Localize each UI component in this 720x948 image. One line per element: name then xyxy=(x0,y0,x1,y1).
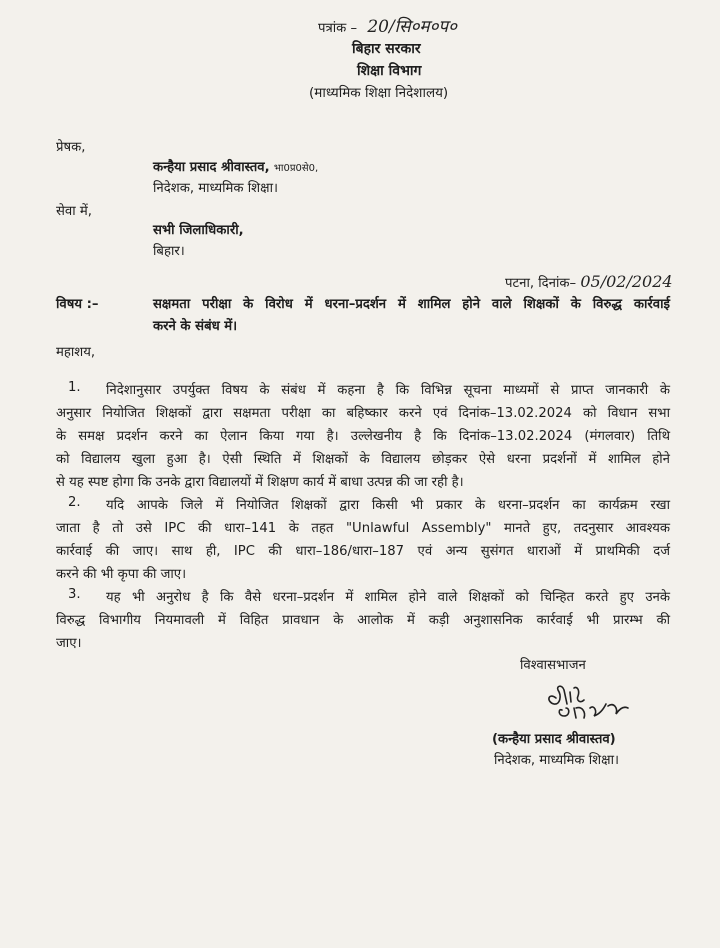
paragraph-2-line: करने की भी कृपा की जाए। xyxy=(56,567,187,582)
paragraph-3-line: जाए। xyxy=(56,636,82,651)
date-line xyxy=(505,272,673,291)
signatory-name: (कन्हैया प्रसाद श्रीवास्तव) xyxy=(492,732,616,747)
recipient-name: सभी जिलाधिकारी, xyxy=(153,223,244,238)
sender-name-line xyxy=(153,157,318,175)
government-name: बिहार सरकार xyxy=(352,41,421,57)
directorate-name: (माध्यमिक शिक्षा निदेशालय) xyxy=(309,85,449,101)
paragraph-3-line: यह भी अनुरोध है कि वैसे धरना–प्रदर्शन में शामिल होने वाले शिक्षकों को चिन्हित करते हुए उनके xyxy=(106,590,670,605)
subject-line-2: करने के संबंध में। xyxy=(153,319,238,334)
subject-line-1: सक्षमता परीक्षा के विरोध में धरना–प्रदर्शन में शामिल होने वाले शिक्षकों के विरुद्ध कार्रवाई xyxy=(153,297,670,312)
paragraph-1-number: 1. xyxy=(68,380,81,395)
department-name: शिक्षा विभाग xyxy=(357,63,422,79)
paragraph-3-line: विरुद्ध विभागीय नियमावली में विहित प्रावधान के आलोक में कड़ी अनुशासनिक कार्रवाई भी प्रारम्भ की xyxy=(56,613,670,628)
paragraph-2-number: 2. xyxy=(68,495,81,510)
date-value: 05/02/2024 xyxy=(580,272,673,291)
date-label: पटना, दिनांक– xyxy=(505,276,577,291)
recipient-label: सेवा में, xyxy=(56,204,92,219)
paragraph-2-line: कार्रवाई की जाए। साथ ही, IPC की धारा–186/धारा–187 एवं अन्य सुसंगत धाराओं में प्राथमिकी दर्ज xyxy=(56,544,670,559)
sender-label: प्रेषक, xyxy=(56,140,86,155)
recipient-place: बिहार। xyxy=(153,244,185,259)
paragraph-3-number: 3. xyxy=(68,587,81,602)
paragraph-1-line: के समक्ष प्रदर्शन करने का ऐलान किया गया है। उल्लेखनीय है कि दिनांक–13.02.2024 (मंगलवार) तिथि xyxy=(56,429,670,444)
sender-name: कन्हैया प्रसाद श्रीवास्तव, xyxy=(153,160,270,175)
paragraph-2-line: जाता है तो उसे IPC की धारा–141 के तहत "Unlawful Assembly" मानते हुए, तदनुसार आवश्यक xyxy=(56,521,670,536)
paragraph-2-line: यदि आपके जिले में नियोजित शिक्षकों द्वारा किसी भी प्रकार के धरना–प्रदर्शन का कार्यक्रम रखा xyxy=(106,498,670,513)
paragraph-1-line: से यह स्पष्ट होगा कि उनके द्वारा विद्यालयों में शिक्षण कार्य में बाधा उत्पन्न की जा रही है। xyxy=(56,475,464,490)
reference-number xyxy=(318,14,457,37)
salutation: महाशय, xyxy=(56,345,96,360)
reference-label: पत्रांक – xyxy=(318,21,358,36)
sender-designation: निदेशक, माध्यमिक शिक्षा। xyxy=(153,181,278,196)
signatory-designation: निदेशक, माध्यमिक शिक्षा। xyxy=(494,753,619,768)
valediction: विश्वासभाजन xyxy=(520,658,586,673)
subject-label: विषय :– xyxy=(56,297,99,312)
paragraph-1-line: को विद्यालय खुला हुआ है। ऐसी स्थिति में शिक्षकों के विद्यालय छोड़कर ऐसे धरना प्रदर्शनों में शामिल होने xyxy=(56,452,670,467)
paragraph-1-line: अनुसार नियोजित शिक्षकों द्वारा सक्षमता परीक्षा का बहिष्कार करने एवं दिनांक–13.02.2024 को विधान सभा xyxy=(56,406,670,421)
paragraph-1-line: निदेशानुसार उपर्युक्त विषय के संबंध में कहना है कि विभिन्न सूचना माध्यमों से प्राप्त जानकारी के xyxy=(106,383,670,398)
signature xyxy=(540,678,650,728)
sender-service: भा0प्र0से0, xyxy=(273,163,319,174)
reference-value: 20/सि०म०प० xyxy=(367,17,457,37)
